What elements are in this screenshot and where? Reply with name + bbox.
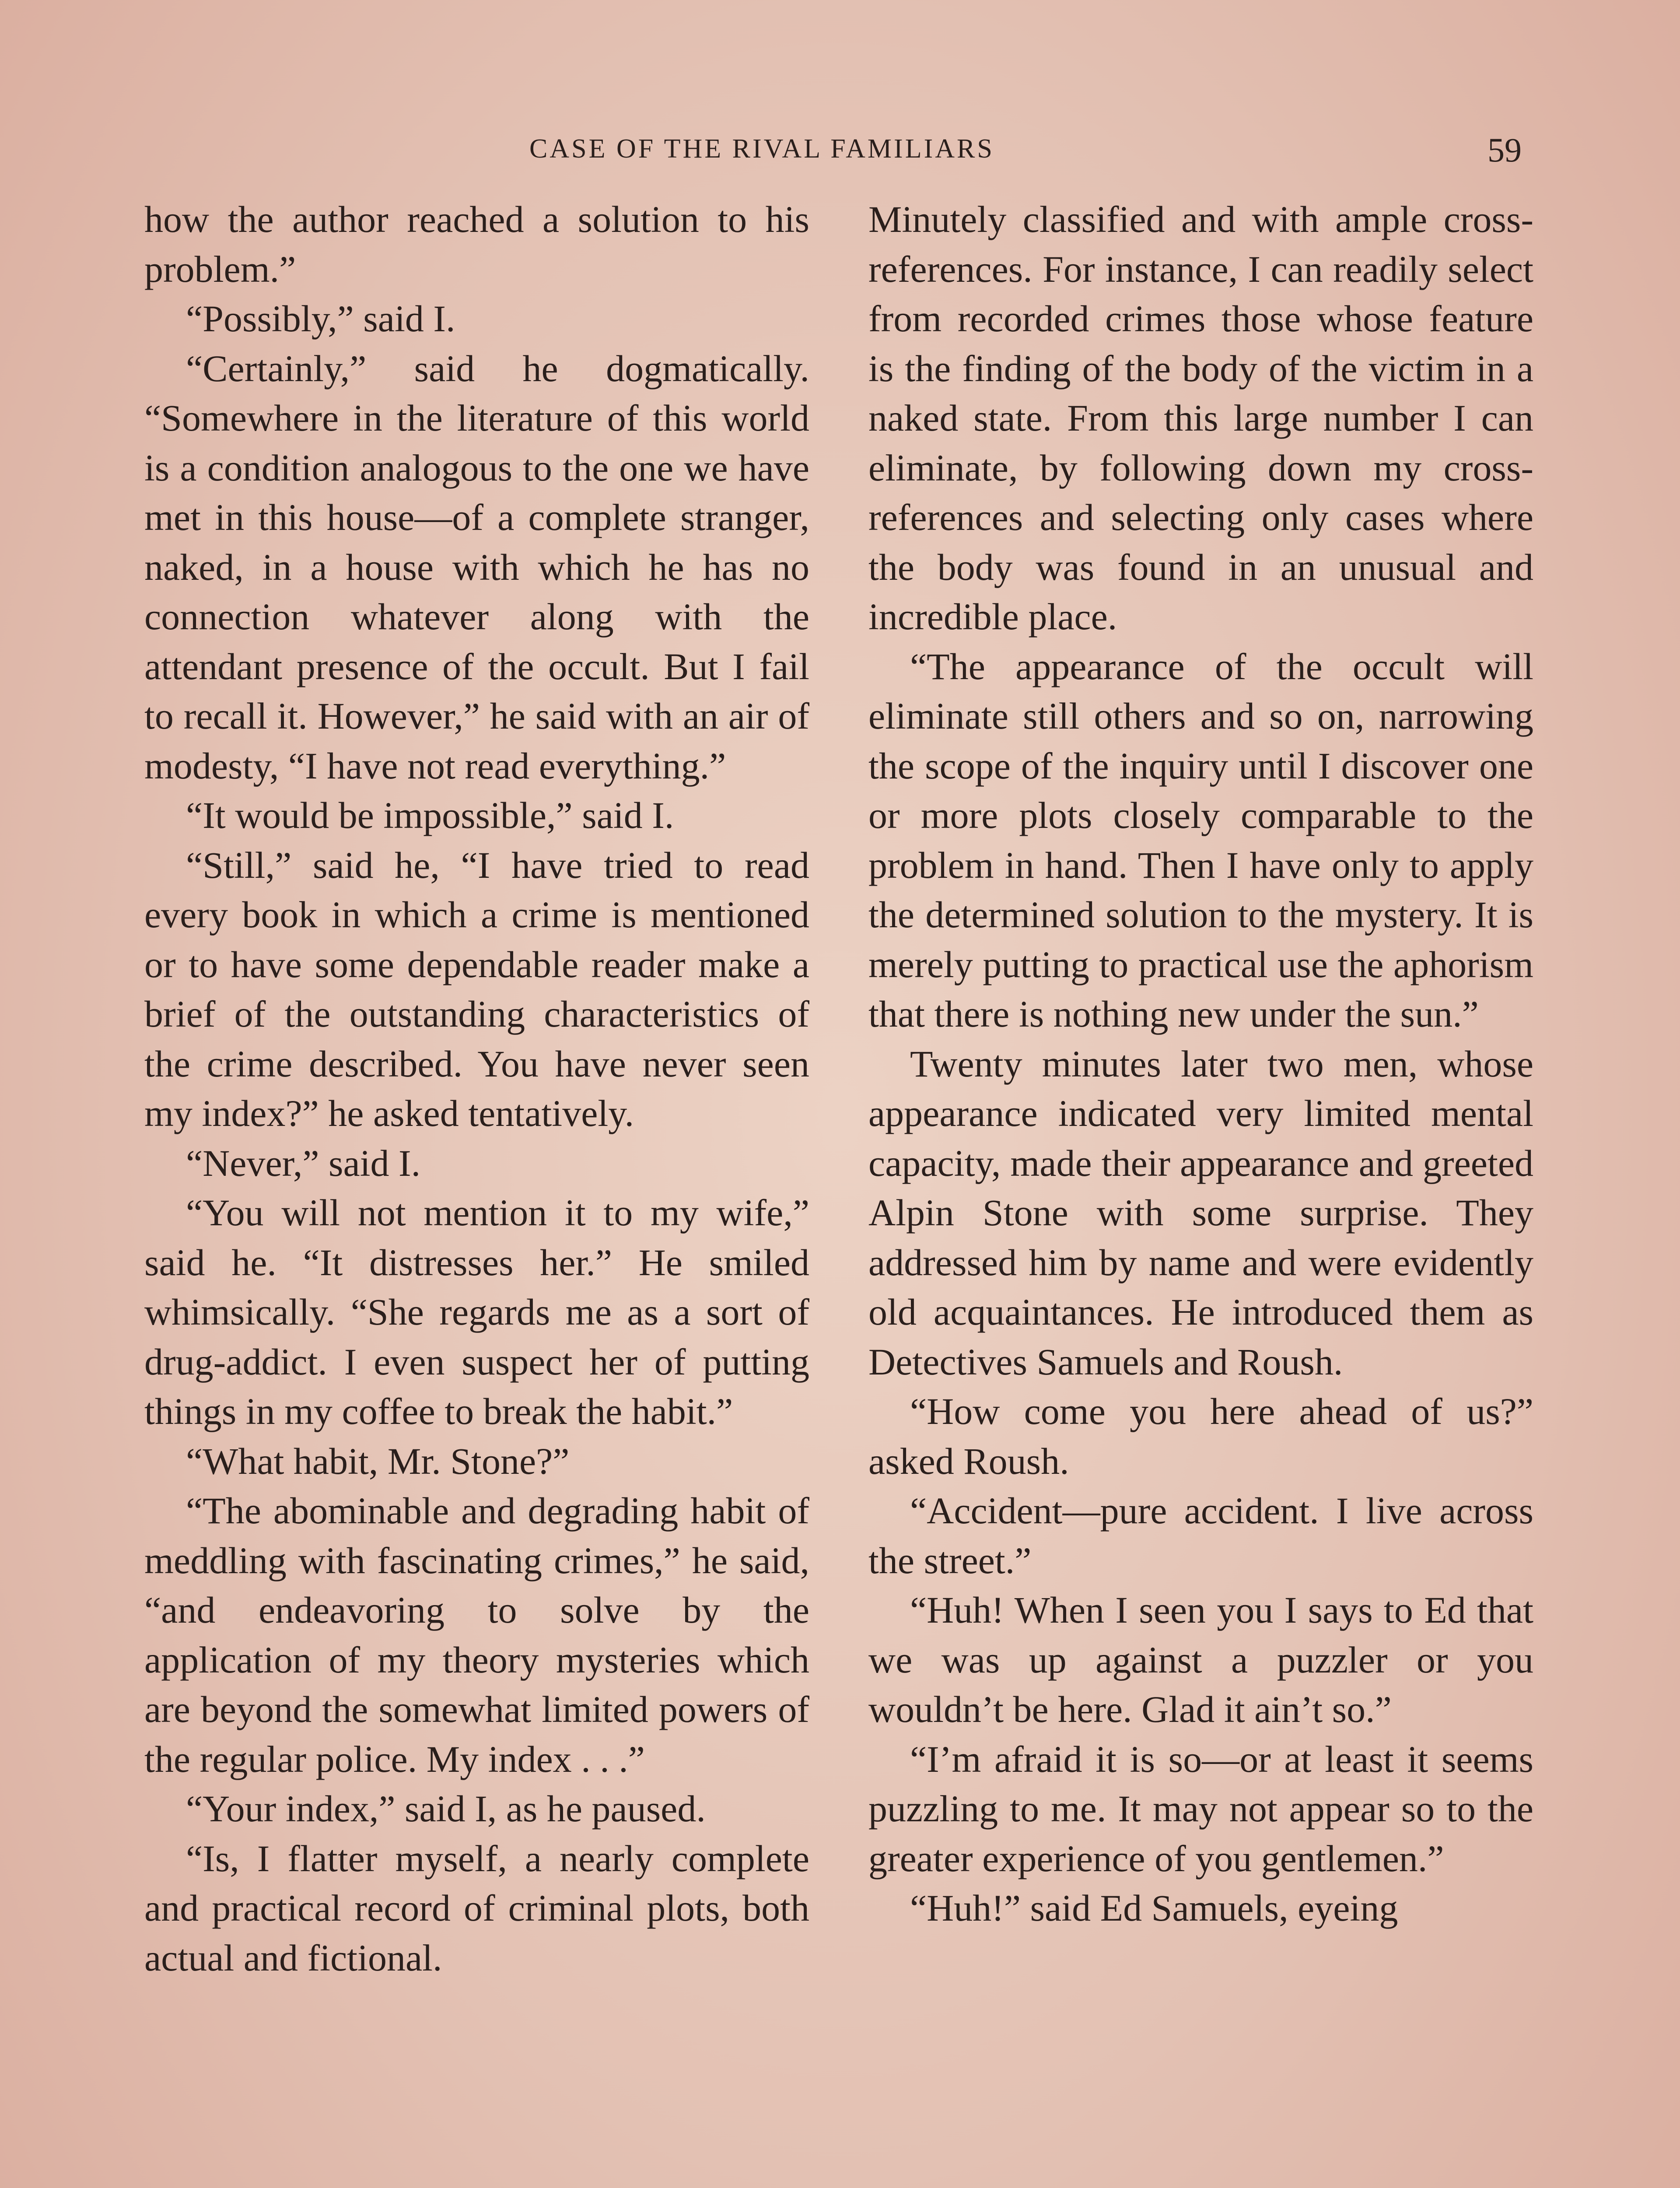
paragraph: “Possibly,” said I. [186, 298, 455, 340]
paragraph: Minutely classified and with ample cross-references. For instance, I can readily select from recorded crimes those whose feature is the finding of the body of the victim in a naked state. From this large number I can eliminate, by following down my cross-references and selecting only cases where the body was found in an unusual and incredible place. [868, 198, 1533, 638]
paragraph: “The appearance of the occult will eliminate still others and so on, narrowing the scope of the inquiry until I discover one or more plots closely comparable to the problem in hand. Then I have only to apply the determined solution to the mystery. It is merely putting to practical use the aphorism that there is nothing new under the sun.” [868, 645, 1533, 1035]
right-text-column [868, 195, 1533, 1933]
paragraph: “How come you here ahead of us?” asked Roush. [868, 1390, 1533, 1482]
paragraph: “You will not mention it to my wife,” said he. “It distresses her.” He smiled whimsically. “She regards me as a sort of drug-addict. I even suspect her of putting things in my coffee to break the habit.” [144, 1192, 809, 1432]
paragraph: “Never,” said I. [186, 1142, 421, 1184]
paragraph: “Accident—pure accident. I live across the street.” [868, 1490, 1533, 1581]
paragraph: how the author reached a solution to his problem.” [144, 198, 809, 290]
page-number: 59 [1488, 131, 1522, 169]
paragraph: “The abominable and degrading habit of meddling with fascinating crimes,” he said, “and endeavoring to solve by the application of my theory mysteries which are beyond the somewhat limited powers of the regular police. My index . . .” [144, 1490, 809, 1780]
paragraph: “Your index,” said I, as he paused. [186, 1788, 706, 1830]
paragraph: “Huh! When I seen you I says to Ed that we was up against a puzzler or you wouldn’t be here. Glad it ain’t so.” [868, 1589, 1533, 1730]
running-head-title: CASE OF THE RIVAL FAMILIARS [529, 134, 994, 164]
paragraph: “I’m afraid it is so—or at least it seems puzzling to me. It may not appear so to the greater experience of you gentlemen.” [868, 1738, 1533, 1879]
left-text-column [144, 195, 809, 1983]
paragraph: Twenty minutes later two men, whose appearance indicated very limited mental capacity, made their appearance and greeted Alpin Stone with some surprise. They addressed him by name and were evidently old acquaintances. He introduced them as Detectives Samuels and Roush. [868, 1042, 1533, 1383]
paragraph: “Certainly,” said he dogmatically. “Somewhere in the literature of this world is a condition analogous to the one we have met in this house—of a complete stranger, naked, in a house with which he has no connection whatever along with the attendant presence of the occult. But I fail to recall it. However,” he said with an air of modesty, “I have not read everything.” [144, 347, 809, 787]
paragraph: “What habit, Mr. Stone?” [186, 1440, 570, 1482]
paragraph: “Huh!” said Ed Samuels, eyeing [910, 1887, 1398, 1929]
paragraph: “Still,” said he, “I have tried to read every book in which a crime is mentioned or to have some dependable reader make a brief of the outstanding characteristics of the crime described. You have never seen my index?” he asked tentatively. [144, 844, 809, 1134]
paragraph: “It would be impossible,” said I. [186, 794, 674, 836]
paragraph: “Is, I flatter myself, a nearly complete and practical record of criminal plots, both actual and fictional. [144, 1837, 809, 1979]
